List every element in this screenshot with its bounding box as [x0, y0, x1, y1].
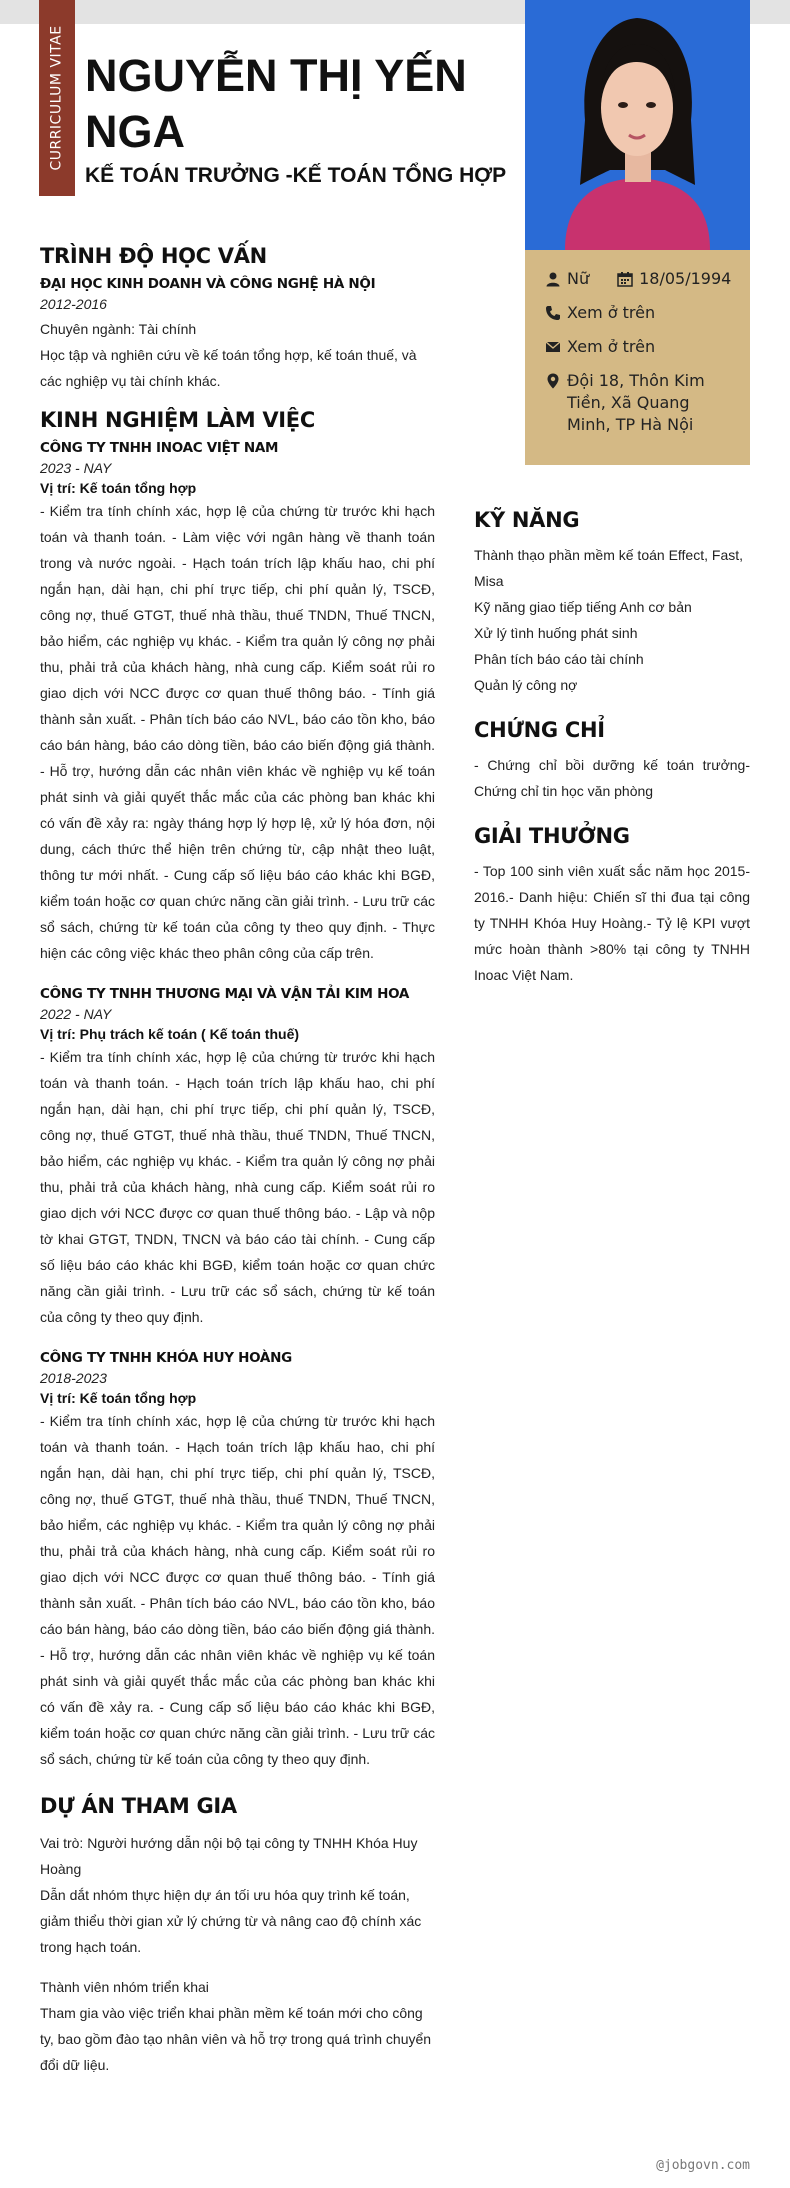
certificates-section	[474, 718, 750, 804]
user-icon	[545, 271, 561, 287]
experience-company: CÔNG TY TNHH THƯƠNG MẠI VÀ VẬN TẢI KIM HOA	[40, 986, 410, 1002]
experience-period: 2018-2023	[40, 1370, 107, 1386]
experience-item	[40, 986, 435, 1330]
experience-period: 2023 - NAY	[40, 460, 112, 476]
projects-section	[40, 1794, 435, 2078]
project-role: Thành viên nhóm triển khai	[40, 1979, 209, 1995]
education-description: Học tập và nghiên cứu về kế toán tổng hợp, kế toán thuế, và các nghiệp vụ tài chính khác.	[40, 347, 417, 389]
email-row	[545, 336, 732, 358]
experience-item	[40, 440, 435, 966]
gender-dob-row	[545, 268, 732, 290]
experience-position: Vị trí: Kế toán tổng hợp	[40, 480, 197, 496]
envelope-icon	[545, 339, 561, 355]
contact-info-box	[525, 250, 750, 465]
skill-item: Quản lý công nợ	[474, 677, 578, 693]
skills-title: KỸ NĂNG	[474, 508, 580, 532]
portrait-illustration	[525, 0, 750, 250]
experience-period: 2022 - NAY	[40, 1006, 112, 1022]
education-period: 2012-2016	[40, 296, 107, 312]
certificates-text: - Chứng chỉ bồi dưỡng kế toán trưởng- Chứng chỉ tin học văn phòng	[474, 757, 750, 799]
experience-company: CÔNG TY TNHH INOAC VIỆT NAM	[40, 440, 279, 456]
footer-credit: @jobgovn.com	[656, 2158, 750, 2173]
experience-position: Vị trí: Kế toán tổng hợp	[40, 1390, 197, 1406]
cv-tag-label: CURRICULUM VITAE	[49, 25, 66, 171]
education-section	[40, 244, 435, 394]
address-value: Đội 18, Thôn Kim Tiền, Xã Quang Minh, TP Hà Nội	[567, 371, 705, 434]
address-row	[545, 370, 732, 436]
calendar-icon	[617, 271, 633, 287]
project-description: Tham gia vào việc triển khai phần mềm kế toán mới cho công ty, bao gồm đào tạo nhân viên và hỗ trợ trong quá trình chuyển đổi dữ liệu.	[40, 2005, 432, 2073]
project-description: Dẫn dắt nhóm thực hiện dự án tối ưu hóa quy trình kế toán, giảm thiểu thời gian xử lý chứng từ và nâng cao độ chính xác trong hạch toán.	[40, 1887, 422, 1955]
skill-item: Phân tích báo cáo tài chính	[474, 651, 644, 667]
skill-item: Thành thạo phần mềm kế toán Effect, Fast, Misa	[474, 547, 744, 589]
experience-description: - Kiểm tra tính chính xác, hợp lệ của chứng từ trước khi hạch toán và thanh toán. - Làm việc với ngân hàng về thanh toán trong và nước ngoài. - Hạch toán trích lập khấu hao, chi phí ngắn hạn, dài hạn, chi phí trực tiếp, chi phí quản lý, TSCĐ, công nợ, thuế GTGT, thuế nhà thầu, thuế TNDN, Thuế TNCN, bảo hiểm, các nghiệp vụ khác. - Kiểm tra quản lý công nợ phải thu, phải trả của khách hàng, nhà cung cấp. Kiểm soát rủi ro giao dịch với NCC được cơ quan thuế thông báo. - Tính giá thành sản xuất. - Phân tích báo cáo NVL, báo cáo tồn kho, báo cáo bán hàng, báo cáo dòng tiền, báo cáo biến động giá thành. - Hỗ trợ, hướng dẫn các nhân viên khác về nghiệp vụ kế toán phát sinh và giải quyết thắc mắc của các phòng ban khác khi có vấn đề xảy ra: ngày tháng hợp lý hợp lệ, xử lý hóa đơn, nội dung, cách thức thể hiện trên chứng từ, cập nhật theo luật, thông tư mới nhất. - Cung cấp số liệu báo cáo khác khi BGĐ, kiểm toán hoặc cơ quan chức năng cần giải trình. - Lưu trữ các sổ sách, chứng từ kế toán của công ty theo quy định. - Thực hiện các công việc khác theo phân công của cấp trên.	[40, 503, 435, 961]
project-role: Vai trò: Người hướng dẫn nội bộ tại công ty TNHH Khóa Huy Hoàng	[40, 1835, 418, 1877]
phone-icon	[545, 305, 561, 321]
experience-position: Vị trí: Phụ trách kế toán ( Kế toán thuế)	[40, 1026, 300, 1042]
experience-title: KINH NGHIỆM LÀM VIỆC	[40, 408, 315, 432]
phone-value: Xem ở trên	[567, 303, 656, 322]
experience-item	[40, 1350, 435, 1772]
experience-company: CÔNG TY TNHH KHÓA HUY HOÀNG	[40, 1350, 292, 1366]
experience-description: - Kiểm tra tính chính xác, hợp lệ của chứng từ trước khi hạch toán và thanh toán. - Hạch toán trích lập khấu hao, chi phí ngắn hạn, dài hạn, chi phí trực tiếp, chi phí quản lý, TSCĐ, công nợ, thuế GTGT, thuế nhà thầu, thuế TNDN, Thuế TNCN, bảo hiểm, các nghiệp vụ khác. - Kiểm tra quản lý công nợ phải thu, phải trả của khách hàng, nhà cung cấp. Kiểm soát rủi ro giao dịch với NCC được cơ quan thuế thông báo. - Lập và nộp tờ khai GTGT, TNDN, TNCN và báo cáo tài chính. - Cung cấp số liệu báo cáo khác khi BGĐ, kiểm toán hoặc cơ quan chức năng cần giải trình. - Lưu trữ các sổ sách, chứng từ kế toán của công ty theo quy định.	[40, 1049, 435, 1325]
skills-section	[474, 508, 750, 698]
email-value: Xem ở trên	[567, 337, 656, 356]
phone-row	[545, 302, 732, 324]
cv-tag	[39, 0, 75, 196]
experience-section	[40, 408, 435, 1772]
project-item	[40, 1830, 435, 1960]
candidate-role: KẾ TOÁN TRƯỞNG -KẾ TOÁN TỔNG HỢP	[85, 164, 507, 187]
location-pin-icon	[545, 373, 561, 389]
candidate-name: NGUYỄN THỊ YẾN NGA	[85, 50, 467, 157]
awards-text: - Top 100 sinh viên xuất sắc năm học 2015-2016.- Danh hiệu: Chiến sĩ thi đua tại công ty TNHH Khóa Huy Hoàng.- Tỷ lệ KPI vượt mức hoàn thành >80% tại công ty TNHH Inoac Việt Nam.	[474, 863, 750, 983]
experience-description: - Kiểm tra tính chính xác, hợp lệ của chứng từ trước khi hạch toán và thanh toán. - Hạch toán trích lập khấu hao, chi phí ngắn hạn, dài hạn, chi phí trực tiếp, chi phí quản lý, TSCĐ, công nợ, thuế GTGT, thuế nhà thầu, thuế TNDN, Thuế TNCN, bảo hiểm, các nghiệp vụ khác. - Kiểm tra quản lý công nợ phải thu, phải trả của khách hàng, nhà cung cấp. Kiểm soát rủi ro giao dịch với NCC được cơ quan thuế thông báo. - Tính giá thành sản xuất. - Phân tích báo cáo NVL, báo cáo tồn kho, báo cáo bán hàng, báo cáo dòng tiền, báo cáo biến động giá thành. - Hỗ trợ, hướng dẫn các nhân viên khác về nghiệp vụ kế toán phát sinh và giải quyết thắc mắc của các phòng ban khác khi có vấn đề xảy ra. - Cung cấp số liệu báo cáo khác khi BGĐ, kiểm toán hoặc cơ quan chức năng cần giải trình. - Lưu trữ các sổ sách, chứng từ kế toán của công ty theo quy định.	[40, 1413, 435, 1767]
education-school: ĐẠI HỌC KINH DOANH VÀ CÔNG NGHỆ HÀ NỘI	[40, 276, 376, 292]
certificates-title: CHỨNG CHỈ	[474, 718, 605, 742]
awards-title: GIẢI THƯỞNG	[474, 824, 630, 848]
awards-section	[474, 824, 750, 988]
projects-title: DỰ ÁN THAM GIA	[40, 1794, 237, 1818]
education-title: TRÌNH ĐỘ HỌC VẤN	[40, 244, 267, 268]
left-column	[40, 244, 435, 2078]
profile-photo	[525, 0, 750, 250]
gender-value: Nữ	[567, 269, 590, 288]
dob-value: 18/05/1994	[639, 269, 732, 288]
right-column	[474, 508, 750, 988]
project-item	[40, 1974, 435, 2078]
skill-item: Xử lý tình huống phát sinh	[474, 625, 638, 641]
education-major: Chuyên ngành: Tài chính	[40, 321, 197, 337]
skill-item: Kỹ năng giao tiếp tiếng Anh cơ bản	[474, 599, 692, 615]
